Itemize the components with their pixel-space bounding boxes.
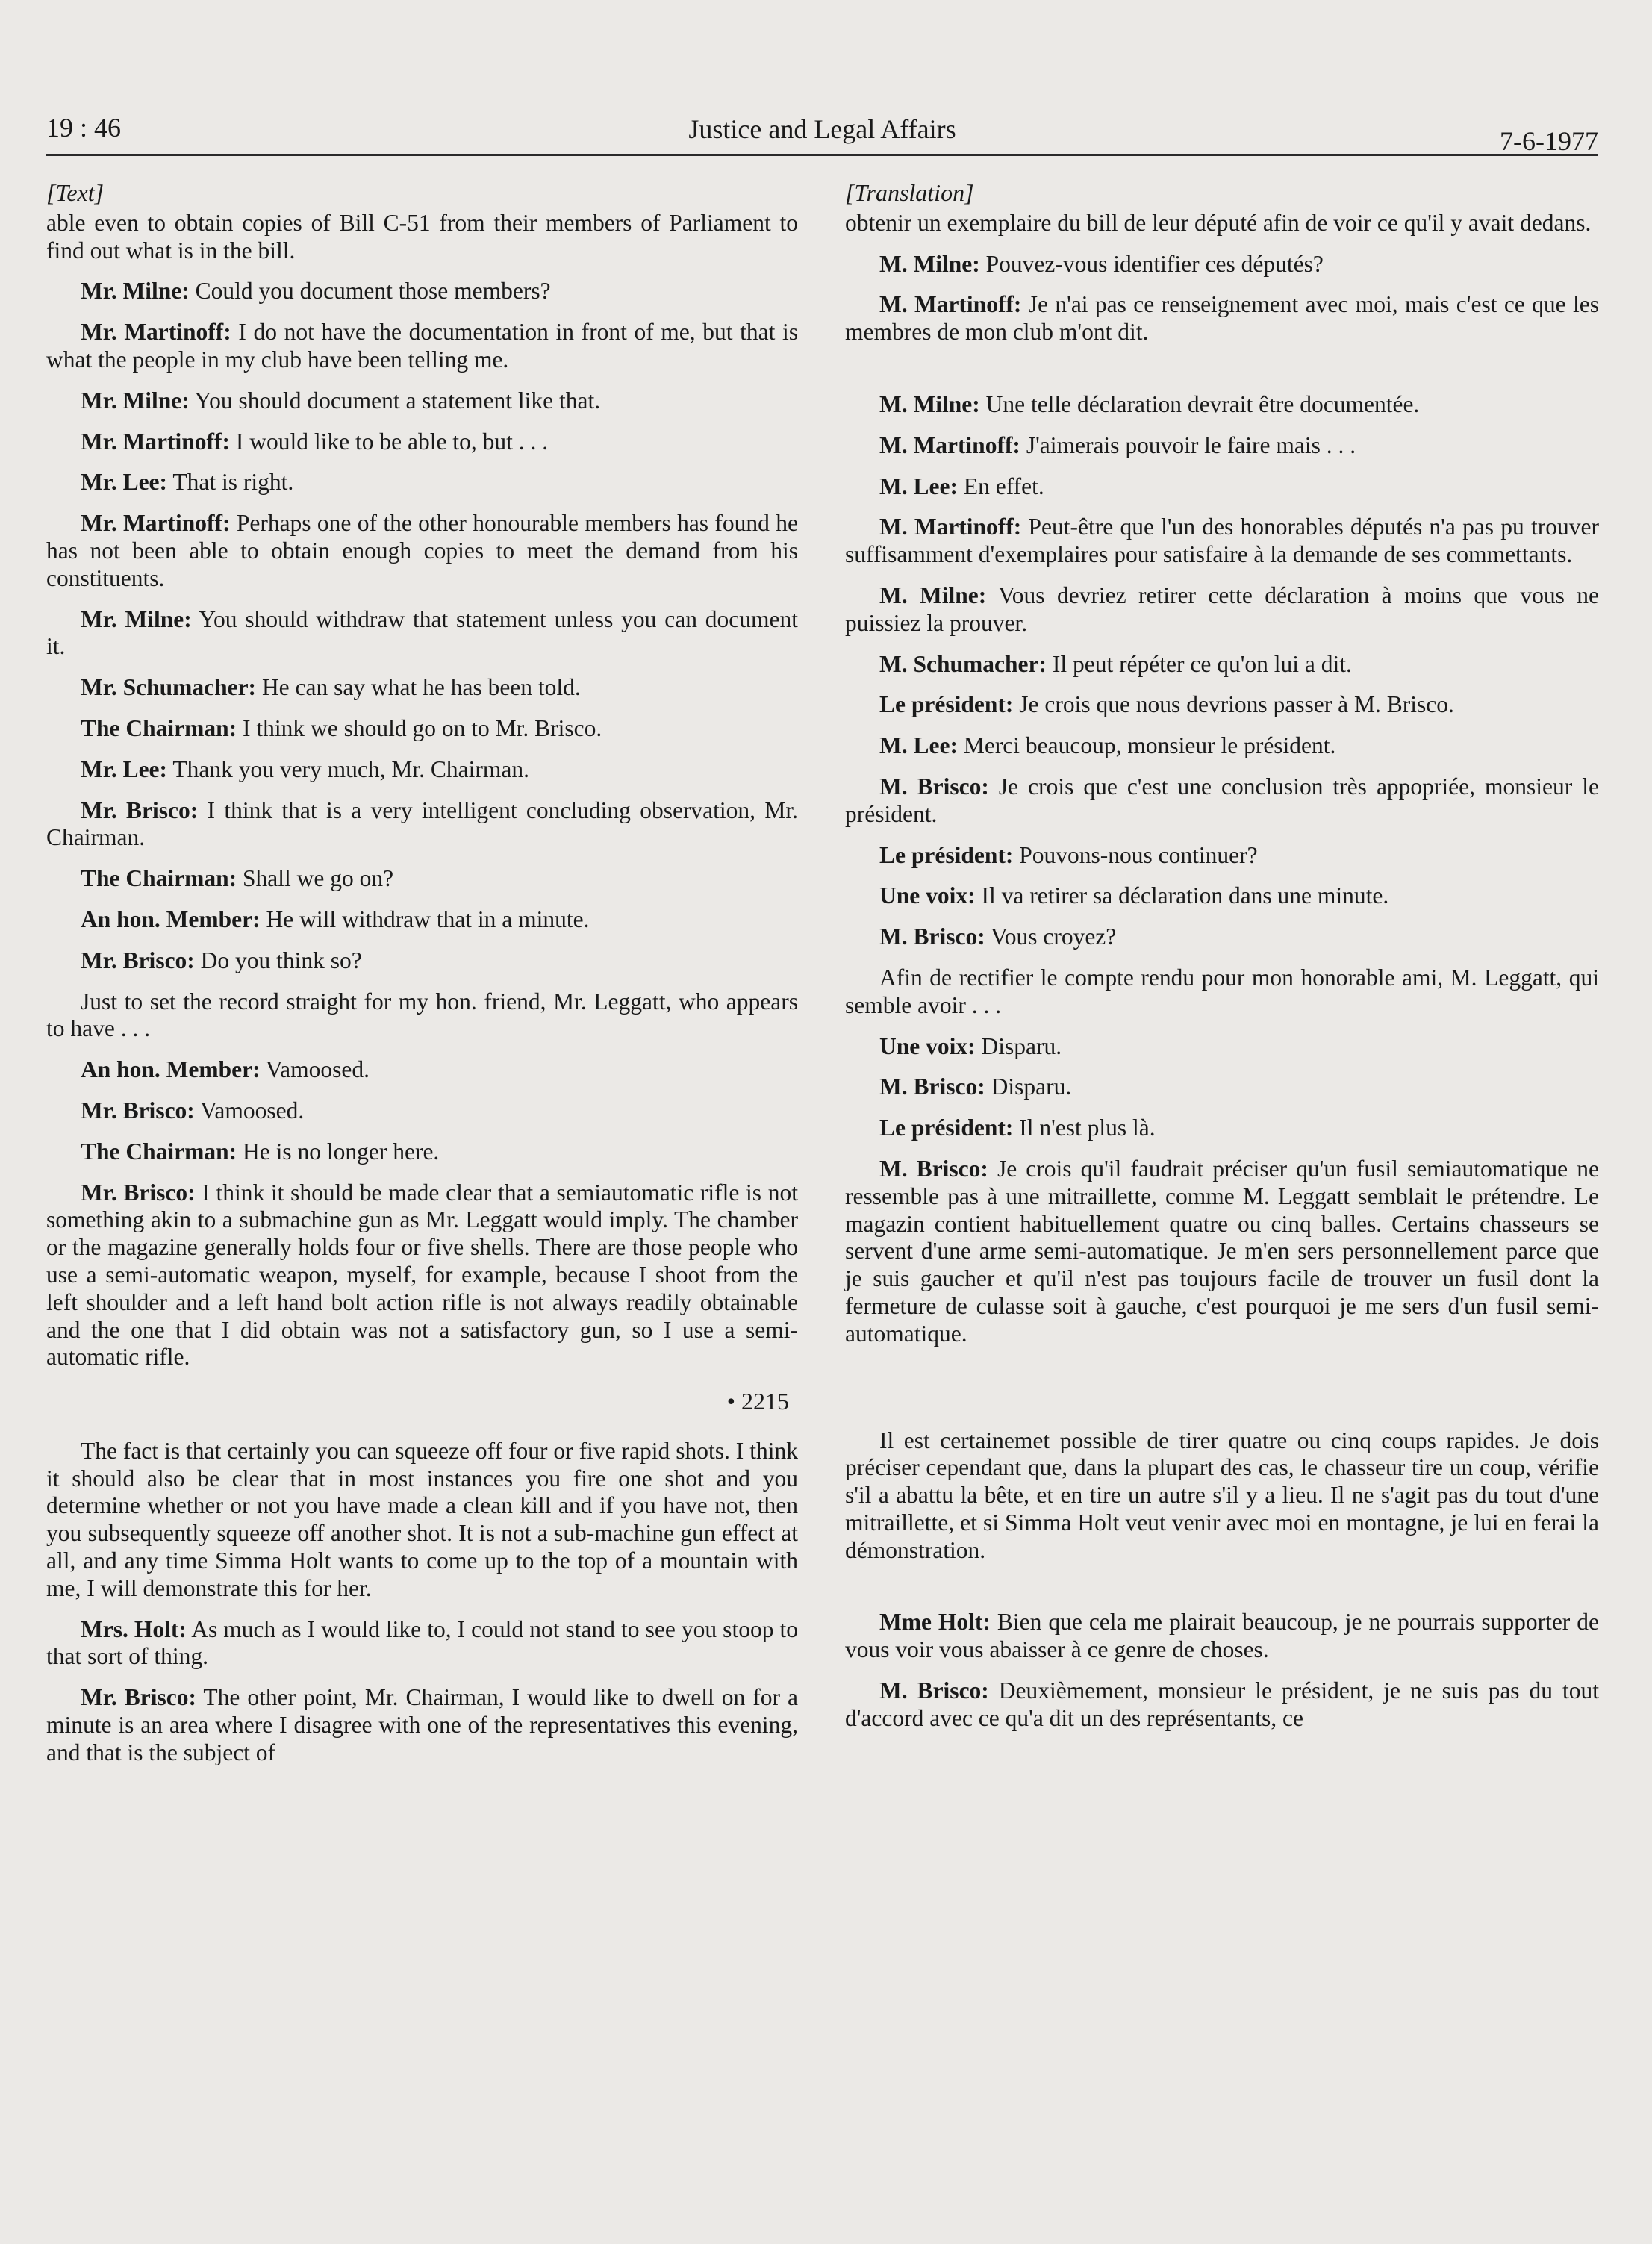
speech-text: I think that is a very intelligent concluding observation, Mr. Chairman. (46, 797, 798, 851)
speech-text: Deuxièmement, monsieur le président, je ne suis pas du tout d'accord avec ce qu'a dit un des représentants, ce (845, 1677, 1599, 1731)
speech-text: You should document a statement like that. (189, 387, 601, 414)
speaker-turn (845, 923, 1599, 951)
paragraph: Il est certainemet possible de tirer quatre ou cinq coups rapides. Je dois préciser cependant que, dans la plupart des cas, le chasseur tire un coup, vérifie s'il a abattu la bête, et en tire un autre s'il y a lieu. Il ne s'agit pas du tout d'une mitraillette, et si Simma Holt veut venir avec moi en montagne, je lui en ferai la démonstration. (845, 1427, 1599, 1563)
speech-text: I think it should be made clear that a semiautomatic rifle is not something akin to a submachine gun as Mr. Leggatt would imply. The chamber or the magazine generally holds four or five shells. There are those people who use a semi-automatic weapon, myself, for example, because I shoot from the left shoulder and a left hand bolt action rifle is not always readily obtainable and the one that I did obtain was not a satisfactory gun, so I use a semi-automatic rifle. (46, 1179, 798, 1371)
speaker-turn (46, 1684, 798, 1766)
speaker-name: Mr. Lee: (81, 755, 168, 782)
speaker-name: M. Lee: (879, 473, 958, 499)
speaker-turn (845, 691, 1599, 719)
speech-text: Il va retirer sa déclaration dans une minute. (975, 882, 1389, 909)
speaker-name: Mr. Brisco: (81, 1179, 196, 1206)
french-column (845, 179, 1599, 1746)
speaker-name: M. Brisco: (879, 1073, 985, 1100)
speaker-turn (845, 732, 1599, 760)
speaker-turn (845, 773, 1599, 829)
page-number: 19 : 46 (46, 113, 122, 143)
speaker-turn (845, 251, 1599, 278)
speaker-name: M. Brisco: (879, 1677, 989, 1704)
speaker-turn (46, 797, 798, 853)
speaker-name: Mr. Schumacher: (81, 674, 257, 701)
speech-text: Pouvez-vous identifier ces députés? (979, 250, 1324, 277)
speaker-name: Le président: (879, 1115, 1014, 1141)
speech-text: Thank you very much, Mr. Chairman. (167, 755, 530, 782)
speaker-turn (46, 606, 798, 661)
speech-text: The other point, Mr. Chairman, I would like to dwell on for a minute is an area where I disagree with one of the representatives this evening, and that is the subject of (46, 1684, 798, 1765)
speaker-name: Mr. Martinoff: (81, 510, 231, 537)
paragraph: Just to set the record straight for my hon. friend, Mr. Leggatt, who appears to have . . . (46, 988, 798, 1042)
speaker-turn (46, 278, 798, 305)
english-column (46, 179, 798, 1780)
speaker-turn (46, 865, 798, 893)
speaker-name: M. Milne: (879, 582, 987, 608)
speaker-name: Mr. Lee: (81, 469, 168, 496)
speaker-name: Mr. Brisco: (81, 947, 195, 973)
speaker-turn (845, 1609, 1599, 1664)
speaker-turn (46, 756, 798, 784)
speech-text: Could you document those members? (189, 278, 551, 305)
speech-text: J'aimerais pouvoir le faire mais . . . (1020, 431, 1356, 458)
speech-text: Je crois que c'est une conclusion très appopriée, monsieur le président. (845, 773, 1599, 827)
speaker-name: M. Brisco: (879, 773, 989, 800)
speaker-name: An hon. Member: (81, 1056, 261, 1083)
speech-text: I would like to be able to, but . . . (230, 428, 549, 455)
speech-text: He is no longer here. (237, 1138, 440, 1165)
speaker-name: Mr. Brisco: (81, 1684, 196, 1711)
speaker-turn (46, 1138, 798, 1166)
speaker-turn (845, 582, 1599, 638)
speaker-name: Le président: (879, 841, 1014, 868)
time-marker: • 2215 (726, 1388, 789, 1415)
page-header (46, 106, 1598, 156)
speaker-turn (46, 1056, 798, 1084)
speaker-name: M. Milne: (879, 390, 980, 417)
speaker-name: The Chairman: (81, 865, 237, 892)
speech-text: Bien que cela me plairait beaucoup, je ne pourrais supporter de vous voir vous abaisser à ce genre de choses. (845, 1609, 1599, 1663)
speaker-name: M. Lee: (879, 732, 958, 759)
spacer (845, 1577, 1599, 1609)
speaker-turn (845, 882, 1599, 910)
speech-text: I do not have the documentation in front of me, but that is what the people in my club have been telling me. (46, 319, 799, 373)
speaker-turn (46, 387, 798, 415)
speaker-turn (845, 1677, 1599, 1733)
speech-text: Pouvons-nous continuer? (1013, 841, 1258, 868)
speech-text: Merci beaucoup, monsieur le président. (957, 732, 1336, 759)
speech-text: That is right. (167, 469, 294, 496)
speech-text: Do you think so? (194, 947, 362, 973)
speech-text: You should withdraw that statement unless you can document it. (46, 605, 798, 660)
speech-text: Disparu. (975, 1032, 1062, 1059)
speaker-turn (845, 1033, 1599, 1061)
speaker-turn (845, 1073, 1599, 1101)
speech-text: Shall we go on? (237, 865, 394, 892)
speaker-turn (46, 1616, 798, 1671)
speaker-turn (46, 469, 798, 496)
paragraph: The fact is that certainly you can squeeze off four or five rapid shots. I think it should also be clear that in most instances you fire one shot and you determine whether or not you have made a clean kill and if you have not, then you subsequently squeeze off another shot. It is not a sub-machine gun effect at all, and any time Simma Holt wants to come up to the top of a mountain with me, I will demonstrate this for her. (46, 1437, 798, 1601)
speaker-turn (845, 432, 1599, 460)
speaker-name: An hon. Member: (81, 906, 261, 932)
paragraph: able even to obtain copies of Bill C-51 from their members of Parliament to find out what is in the bill. (46, 209, 798, 264)
speech-text: Peut-être que l'un des honorables députés n'a pas pu trouver suffisamment d'exemplaires pour satisfaire à la demande de ses commettants. (845, 514, 1599, 568)
speaker-name: Mr. Milne: (81, 387, 190, 414)
speaker-turn (845, 842, 1599, 870)
speaker-turn (845, 291, 1599, 346)
speaker-name: Mr. Martinoff: (81, 428, 231, 455)
speaker-name: M. Martinoff: (879, 514, 1022, 540)
paragraph: obtenir un exemplaire du bill de leur député afin de voir ce qu'il y avait dedans. (845, 209, 1592, 236)
speaker-turn (46, 715, 798, 743)
speaker-name: Une voix: (879, 1032, 976, 1059)
speaker-name: M. Milne: (879, 250, 980, 277)
speaker-name: Mr. Brisco: (81, 797, 199, 823)
speaker-turn (845, 651, 1599, 679)
speech-text: As much as I would like to, I could not stand to see you stoop to that sort of thing. (46, 1615, 798, 1670)
speech-text: Il n'est plus là. (1013, 1115, 1156, 1141)
text-tag: [Text] (46, 179, 105, 206)
speaker-name: Mr. Milne: (81, 605, 192, 632)
speech-text: Vous croyez? (985, 923, 1117, 950)
spacer (845, 1362, 1599, 1427)
speech-text: Je crois que nous devrions passer à M. Brisco. (1013, 691, 1454, 718)
speech-text: Disparu. (985, 1073, 1072, 1100)
speaker-turn (845, 1115, 1599, 1142)
running-title: Justice and Legal Affairs (688, 114, 956, 144)
speech-text: Perhaps one of the other honourable members has found he has not been able to obtain enough copies to meet the demand from his constituents. (46, 510, 798, 591)
speaker-turn (845, 514, 1599, 569)
speaker-name: M. Martinoff: (879, 431, 1020, 458)
speech-text: Vamoosed. (194, 1097, 305, 1123)
speech-text: I think we should go on to Mr. Brisco. (237, 714, 602, 741)
speaker-turn (845, 391, 1599, 419)
speech-text: En effet. (957, 473, 1044, 499)
speaker-turn (46, 510, 798, 592)
speaker-turn (46, 1097, 798, 1125)
speaker-name: M. Brisco: (879, 923, 985, 950)
spacer (845, 360, 1599, 391)
speech-text: Il peut répéter ce qu'on lui a dit. (1046, 650, 1352, 677)
speaker-name: The Chairman: (81, 1138, 237, 1165)
speaker-name: Mr. Brisco: (81, 1097, 195, 1123)
speech-text: Une telle déclaration devrait être documentée. (979, 390, 1420, 417)
speaker-turn (46, 319, 798, 374)
speech-text: He will withdraw that in a minute. (260, 906, 590, 932)
speaker-turn (46, 428, 798, 456)
speaker-name: Le président: (879, 691, 1014, 718)
speaker-name: Une voix: (879, 882, 976, 909)
speaker-turn (845, 473, 1599, 501)
page-date: 7-6-1977 (1500, 126, 1598, 156)
speaker-name: M. Martinoff: (879, 291, 1022, 318)
speaker-turn (46, 1179, 798, 1372)
speaker-name: Mr. Milne: (81, 278, 190, 305)
translation-tag: [Translation] (845, 179, 974, 206)
speaker-name: The Chairman: (81, 714, 237, 741)
speaker-turn (46, 674, 798, 702)
speaker-name: M. Brisco: (879, 1155, 988, 1182)
speaker-name: Mr. Martinoff: (81, 319, 231, 346)
speaker-turn (845, 1156, 1599, 1348)
speech-text: Je crois qu'il faudrait préciser qu'un fusil semiautomatique ne ressemble pas à une mitraillette, comme M. Leggatt semblait le prétendre. Le magazin contient habituellement quatre ou cinq balles. Certains chasseurs se servent d'une arme semi-automatique. Je m'en sers personnellement parce que je suis gaucher et qu'il n'est pas toujours facile de trouver un fusil dont la fermeture de culasse soit à gauche, c'est pourquoi je me sers d'un fusil semi-automatique. (845, 1155, 1599, 1347)
speaker-name: Mme Holt: (879, 1609, 991, 1636)
paragraph: Afin de rectifier le compte rendu pour mon honorable ami, M. Leggatt, qui semble avoir . . . (845, 964, 1599, 1018)
speech-text: Je n'ai pas ce renseignement avec moi, mais c'est ce que les membres de mon club m'ont dit. (845, 291, 1599, 346)
speaker-turn (46, 947, 798, 975)
speech-text: He can say what he has been told. (256, 674, 581, 701)
speech-text: Vamoosed. (260, 1056, 370, 1083)
speaker-name: Mrs. Holt: (81, 1615, 187, 1642)
speech-text: Vous devriez retirer cette déclaration à moins que vous ne puissiez la prouver. (845, 582, 1599, 636)
speaker-turn (46, 906, 798, 934)
speaker-name: M. Schumacher: (879, 650, 1047, 677)
